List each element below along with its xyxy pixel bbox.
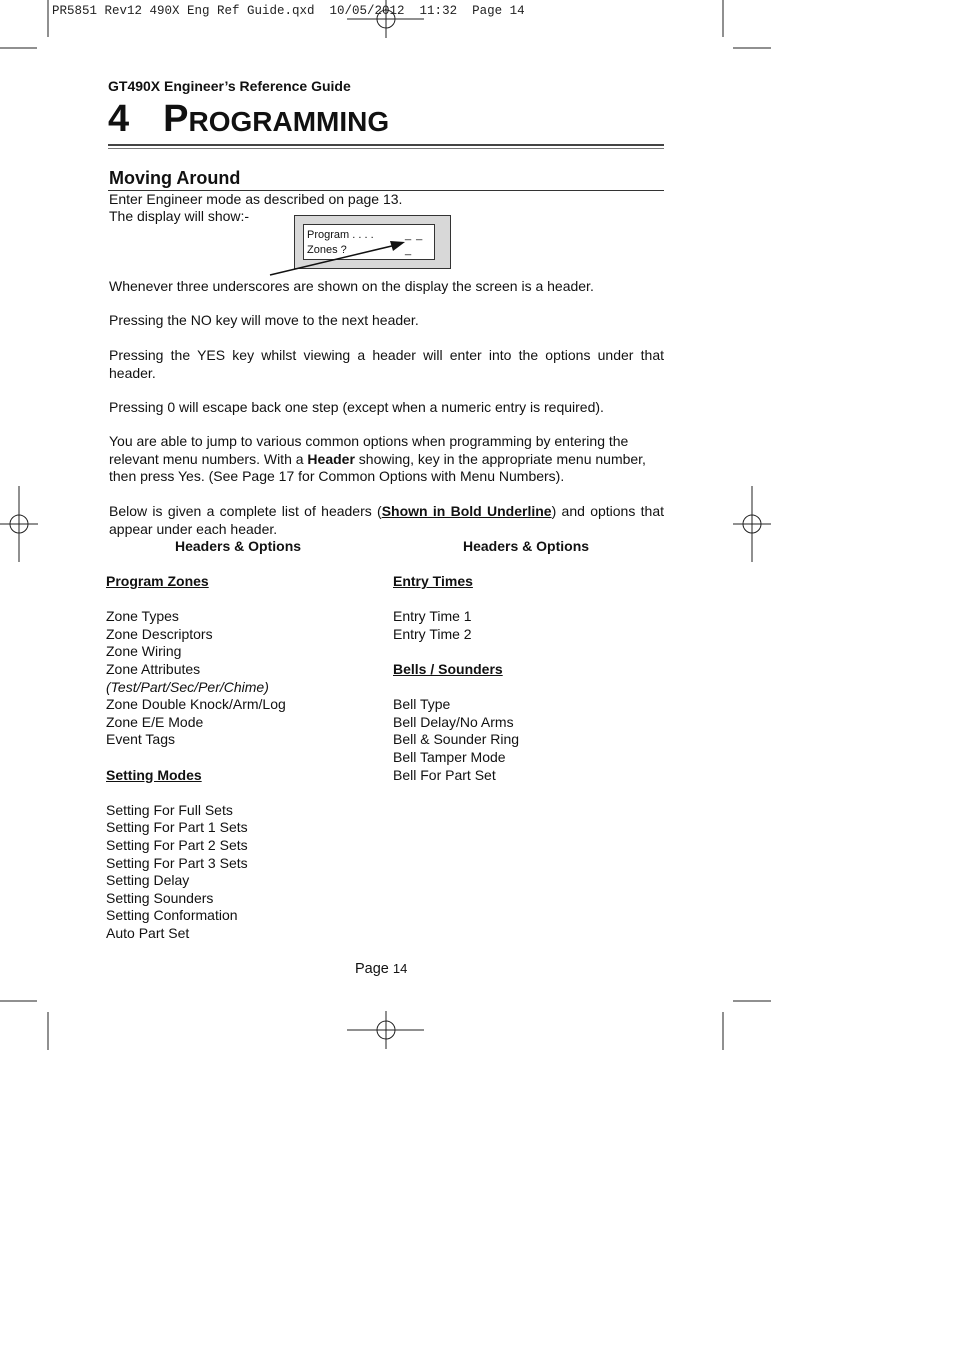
- list-item: Bell For Part Set: [393, 766, 496, 783]
- paragraph-4: Pressing 0 will escape back one step (except when a numeric entry is required).: [109, 399, 604, 415]
- list-item-note: (Test/Part/Sec/Per/Chime): [106, 678, 269, 695]
- list-item: Zone Types: [106, 608, 179, 625]
- list-item: Setting Delay: [106, 872, 190, 889]
- right-column-list: [393, 573, 519, 784]
- paragraph-1: Whenever three underscores are shown on the display the screen is a header.: [109, 278, 594, 294]
- paragraph-5: You are able to jump to various common options when programming by entering the relevant menu numbers. With a Header showing, key in the appropriate menu number, then press Yes. (See Page 17 for Common Options with Menu Numbers).: [109, 433, 646, 484]
- header-entry-times: Entry Times: [393, 573, 473, 589]
- list-item: Zone E/E Mode: [106, 713, 204, 730]
- left-column-heading: Headers & Options: [175, 538, 302, 554]
- right-column-heading: Headers & Options: [463, 538, 590, 554]
- list-item: Zone Wiring: [106, 643, 182, 660]
- header-word: Header: [307, 450, 355, 467]
- list-item: Bell Delay/No Arms: [393, 713, 514, 730]
- list-item: Setting For Full Sets: [106, 801, 233, 818]
- page-number: 14: [392, 961, 408, 976]
- list-item: Entry Time 1: [393, 608, 472, 625]
- paragraph-3: Pressing the YES key whilst viewing a header will enter into the options under that header.: [109, 347, 664, 381]
- display-line-1: Program . . . .: [307, 229, 374, 241]
- page-label: Page: [355, 961, 389, 977]
- list-item: Event Tags: [106, 731, 176, 748]
- list-item: Setting For Part 3 Sets: [106, 854, 248, 871]
- header-setting-modes: Setting Modes: [106, 766, 202, 783]
- print-slug: PR5851 Rev12 490X Eng Ref Guide.qxd 10/05/2012 11:32 Page 14: [52, 4, 525, 18]
- chapter-title-rest: ROGRAMMING: [188, 106, 390, 137]
- list-item: Auto Part Set: [106, 924, 190, 941]
- page-footer: [355, 961, 407, 977]
- chapter-title-cap: P: [163, 98, 189, 140]
- intro-line-2: The display will show:-: [109, 208, 250, 224]
- section-title: Moving Around: [109, 168, 241, 188]
- list-item: Zone Descriptors: [106, 625, 213, 642]
- left-column-list: [106, 573, 286, 942]
- chapter-number: 4: [108, 98, 130, 140]
- list-item: Zone Double Knock/Arm/Log: [106, 696, 286, 713]
- list-item: Bell & Sounder Ring: [393, 731, 520, 748]
- list-item: Zone Attributes: [106, 660, 201, 677]
- list-item: Setting Sounders: [106, 889, 214, 906]
- display-underscores: _ _ _: [405, 229, 424, 256]
- list-item: Setting Conformation: [106, 907, 238, 924]
- list-item: Setting For Part 1 Sets: [106, 819, 248, 836]
- display-line-2: Zones ?: [307, 244, 347, 256]
- list-item: Setting For Part 2 Sets: [106, 836, 248, 853]
- guide-title: GT490X Engineer’s Reference Guide: [108, 78, 351, 94]
- paragraph-6: Below is given a complete list of headers (Shown in Bold Underline) and options that appear under each header.: [109, 503, 664, 537]
- bold-underline-note: Shown in Bold Underline: [381, 503, 552, 519]
- list-item: Bell Tamper Mode: [393, 748, 506, 765]
- list-item: Bell Type: [393, 696, 451, 713]
- list-item: Entry Time 2: [393, 625, 472, 642]
- intro-line-1: Enter Engineer mode as described on page 13.: [109, 191, 403, 207]
- paragraph-2: Pressing the NO key will move to the next header.: [109, 312, 419, 328]
- header-bells-sounders: Bells / Sounders: [393, 660, 503, 677]
- header-program-zones: Program Zones: [106, 573, 209, 589]
